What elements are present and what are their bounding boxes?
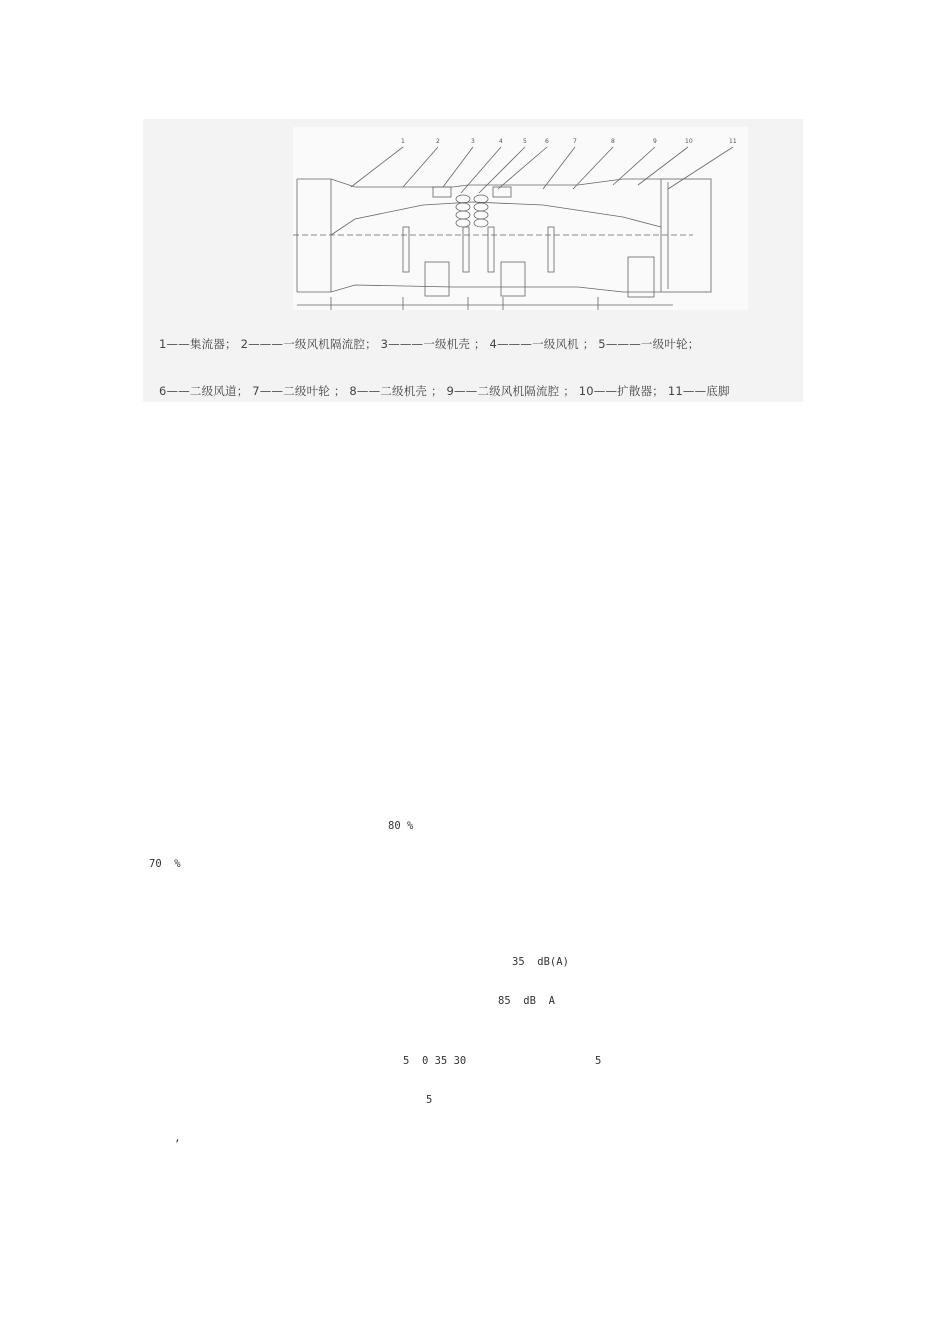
paragraph-text: 80 % bbox=[388, 820, 414, 832]
part-label: 10 bbox=[685, 138, 693, 145]
paragraph-text: 5 bbox=[595, 1055, 602, 1067]
part-label: 5 bbox=[523, 138, 527, 145]
part-label: 9 bbox=[653, 138, 657, 145]
paragraph-text bbox=[149, 621, 162, 633]
part-label: 8 bbox=[611, 138, 615, 145]
part-label: 4 bbox=[499, 138, 503, 145]
fan-diagram-figure bbox=[143, 119, 803, 402]
paragraph-text bbox=[149, 720, 162, 732]
paragraph-text bbox=[149, 917, 162, 929]
part-label: 2 bbox=[436, 138, 440, 145]
paragraph-text: 5 bbox=[426, 1094, 433, 1106]
part-label: 1 bbox=[401, 138, 405, 145]
figure-legend-line-1: 1——集流器； 2———一级风机隔流腔； 3———一级机壳 ； 4———一级风机 ； 5———一级叶轮； bbox=[159, 337, 700, 351]
part-label: 7 bbox=[573, 138, 577, 145]
paragraph-text: 35 dB(A) bbox=[512, 956, 569, 968]
paragraph-text bbox=[149, 820, 162, 832]
paragraph-text: 70 % bbox=[149, 858, 181, 870]
paragraph-text: 5 0 35 30 bbox=[403, 1055, 473, 1067]
paragraph-text: 85 dB A bbox=[498, 995, 555, 1007]
paragraph-text bbox=[149, 1055, 162, 1067]
fan-structure-drawing bbox=[293, 127, 748, 310]
figure-legend-line-2: 6——二级风道； 7——二级叶轮 ； 8——二级机壳 ； 9——二级风机隔流腔 ； 10——扩散器； 11——底脚 bbox=[159, 384, 730, 398]
paragraph-text: , bbox=[149, 1132, 181, 1144]
paragraph-text bbox=[149, 1192, 162, 1204]
part-label: 3 bbox=[471, 138, 475, 145]
part-label: 11 bbox=[729, 138, 737, 145]
part-label: 6 bbox=[545, 138, 549, 145]
